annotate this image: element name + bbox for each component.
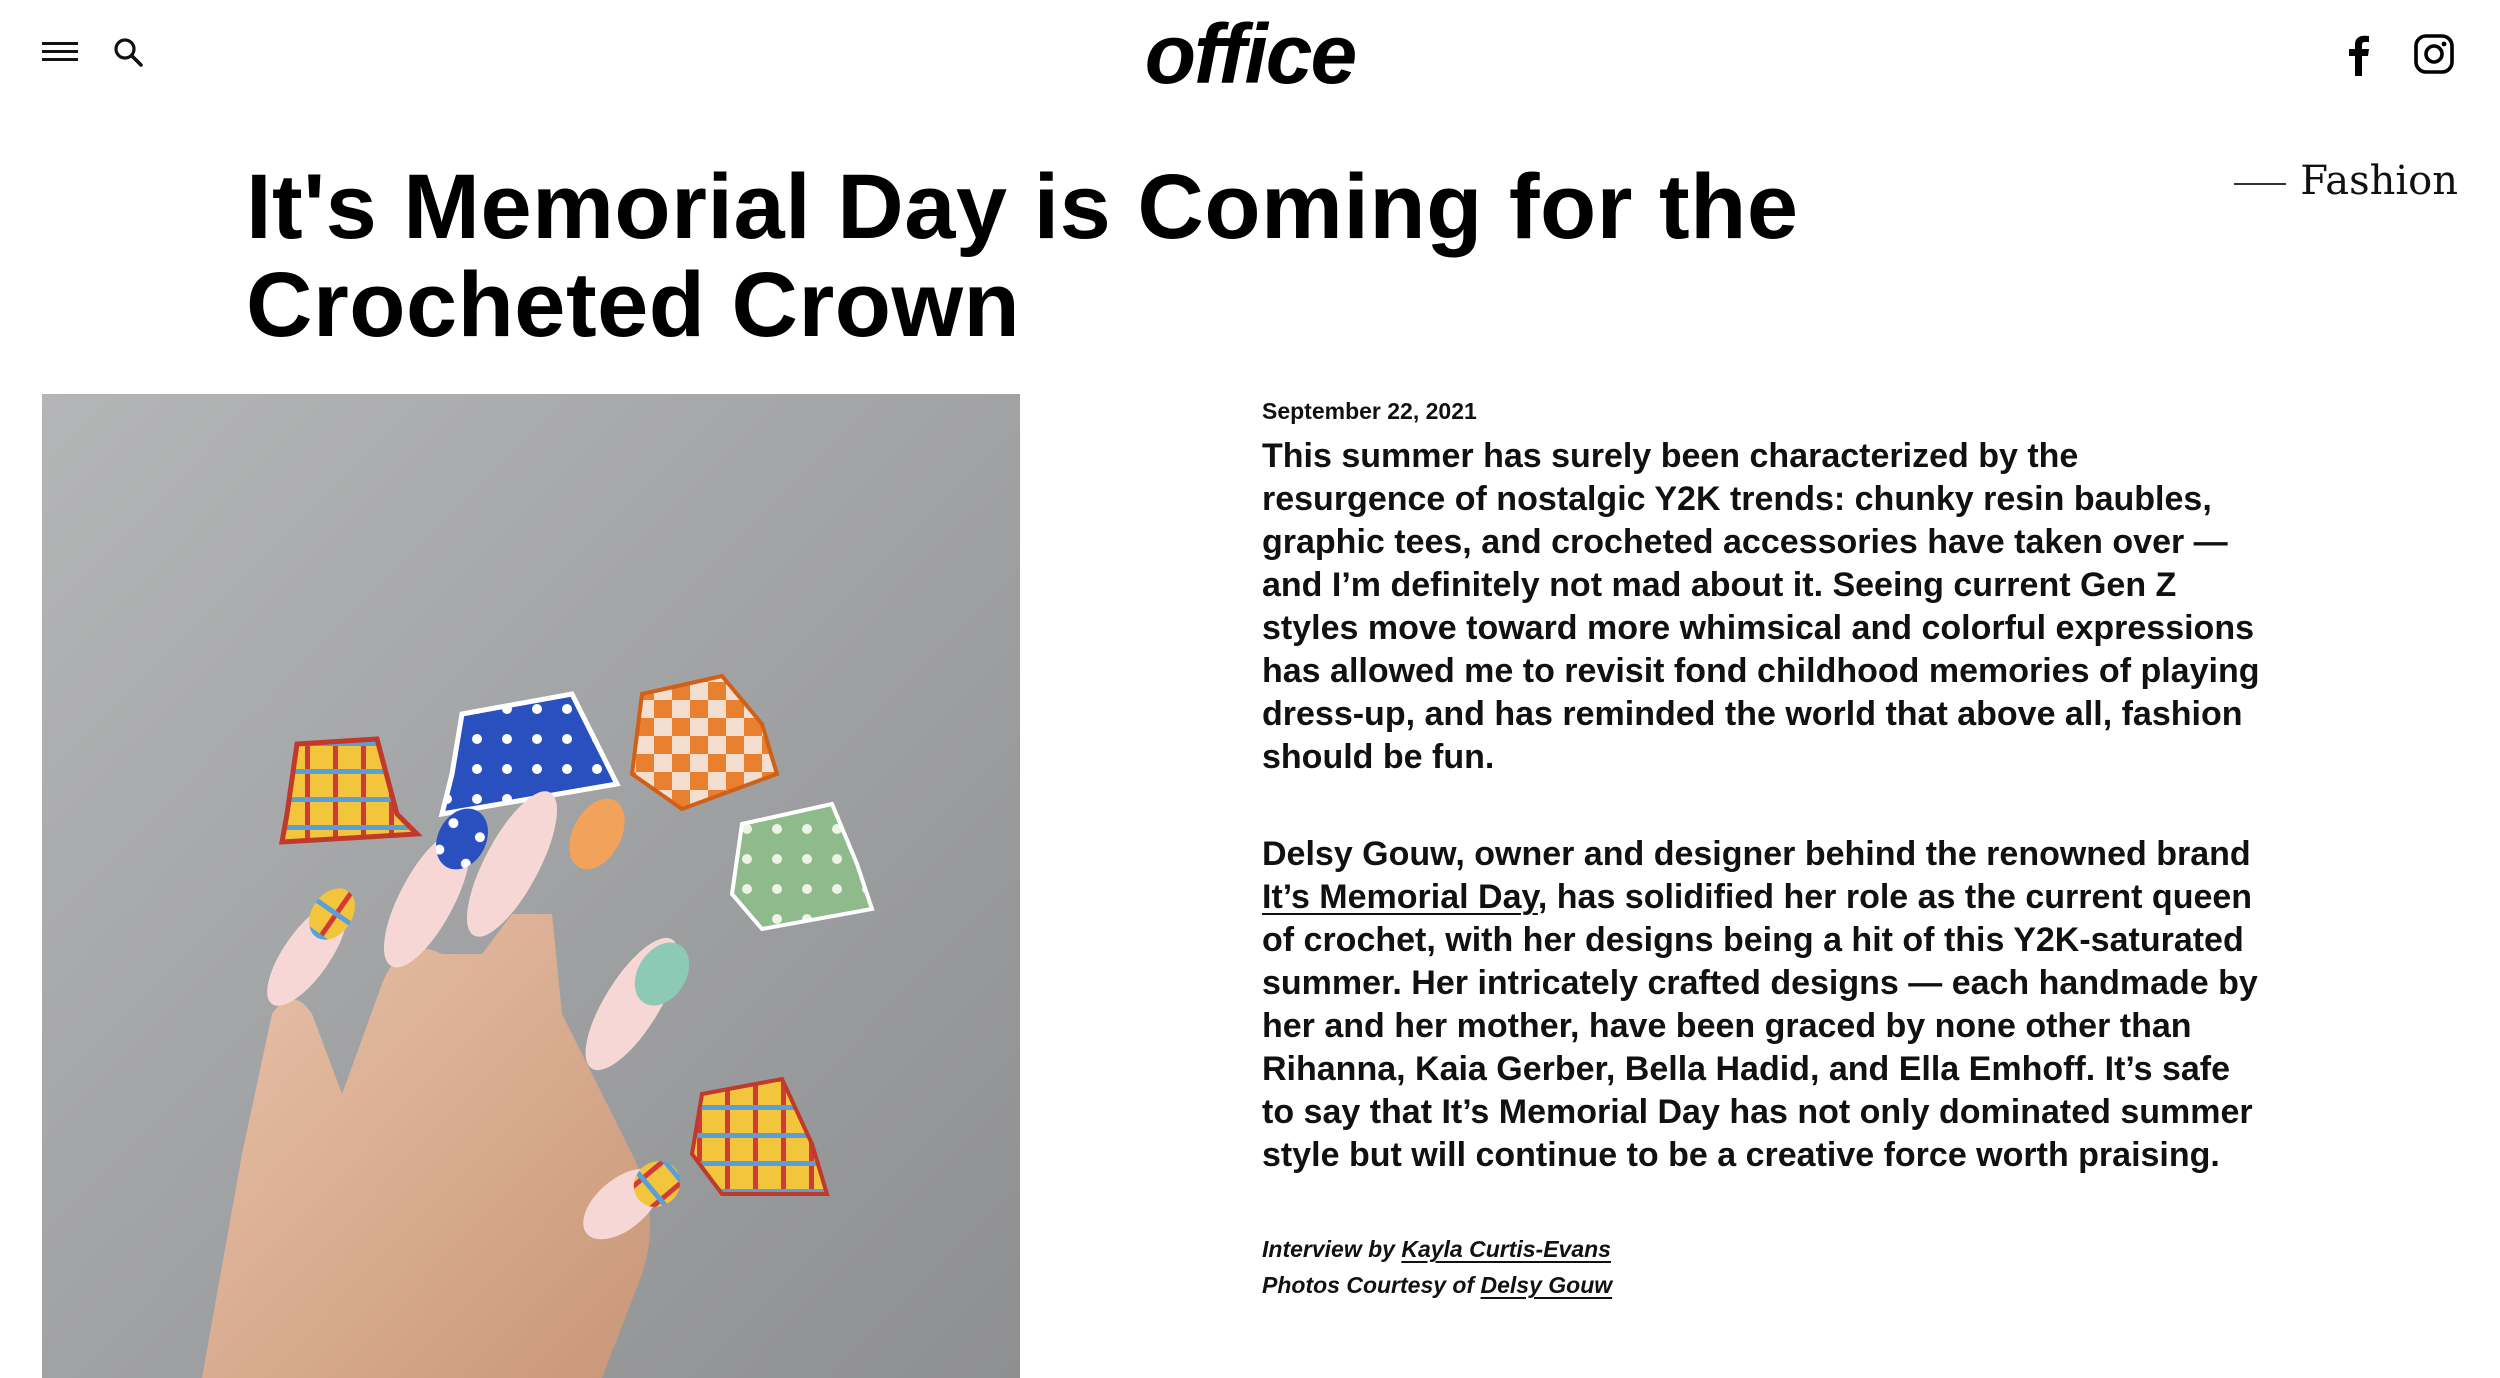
article-body xyxy=(1262,398,2262,1303)
site-logo[interactable]: office xyxy=(1144,7,1356,101)
interview-credit xyxy=(1262,1231,2262,1267)
crochet-hats-nails-photo xyxy=(42,394,1020,1378)
site-header xyxy=(0,0,2500,110)
category-dash xyxy=(2234,183,2286,185)
category-label[interactable] xyxy=(2234,158,2458,204)
instagram-icon[interactable] xyxy=(2412,32,2456,76)
article-date: September 22, 2021 xyxy=(1262,398,1477,424)
paragraph-2-rest: , has solidified her role as the current queen of crochet, with her designs being a hit of this Y2K-saturated summer. Her intricately crafted designs — each handmade by her and her mother, have been graced by none other than Rihanna, Kaia Gerber, Bella Hadid, and Ella Emhoff. It’s safe to say that It’s Memorial Day has not only dominated summer style but will continue to be a creative force worth praising. xyxy=(1262,878,2258,1174)
article-title: It's Memorial Day is Coming for the Crocheted Crown xyxy=(246,156,1799,356)
photographer-link[interactable]: Delsy Gouw xyxy=(1480,1272,1613,1298)
brand-link[interactable]: It’s Memorial Day xyxy=(1262,878,1538,916)
article-paragraph-1: This summer has surely been characterized by the resurgence of nostalgic Y2K trends: chunky resin baubles, graphic tees, and crocheted accessories have taken over — and I’m definitely not mad about it. Seeing current Gen Z styles move toward more whimsical and colorful expressions has allowed me to revisit fond childhood memories of playing dress-up, and has reminded the world that above all, fashion should be fun. xyxy=(1262,437,2260,776)
facebook-icon[interactable] xyxy=(2340,32,2380,76)
hero-photo[interactable] xyxy=(42,394,1020,1378)
article-paragraph-2 xyxy=(1262,833,2262,1177)
paragraph-2-intro: Delsy Gouw, owner and designer behind the renowned brand xyxy=(1262,835,2251,873)
category-text: Fashion xyxy=(2300,158,2458,204)
interview-credit-label: Interview by xyxy=(1262,1236,1402,1262)
photo-credit xyxy=(1262,1267,2262,1303)
photo-credit-label: Photos Courtesy of xyxy=(1262,1272,1481,1298)
interviewer-link[interactable]: Kayla Curtis-Evans xyxy=(1401,1236,1611,1262)
